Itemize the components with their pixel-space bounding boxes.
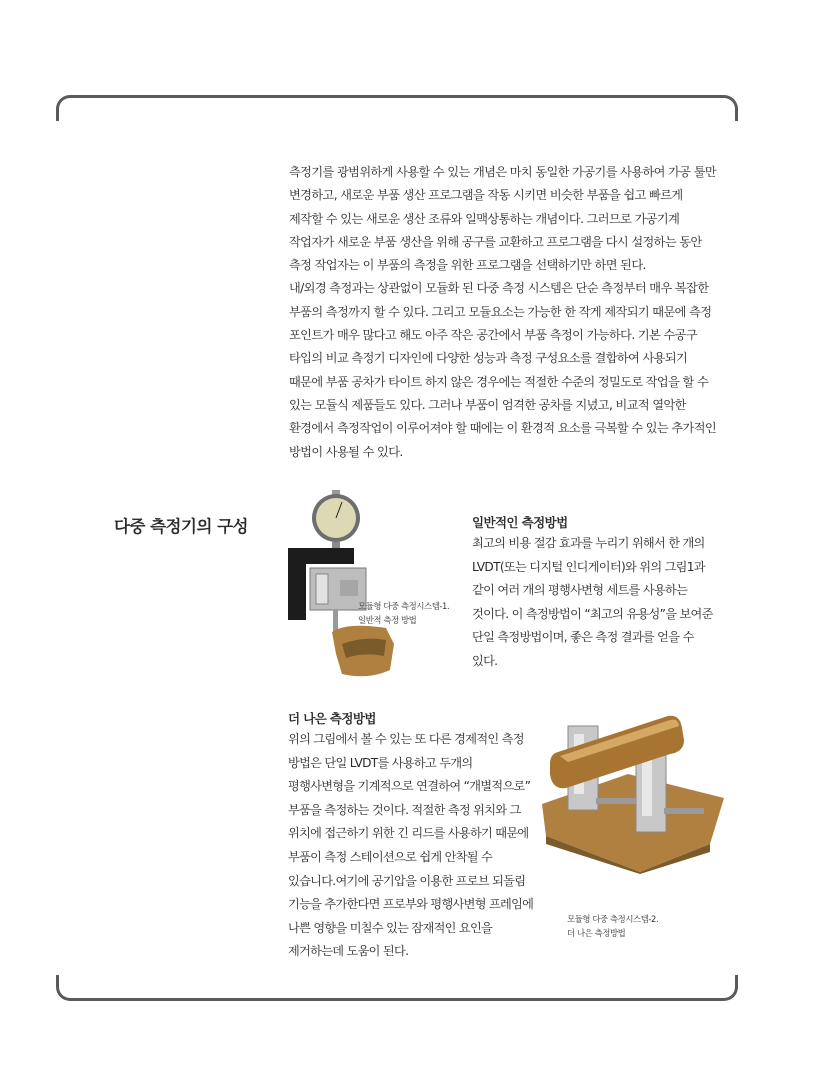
better-method-block (288, 710, 536, 964)
figure-2-caption-line-1: 모듈형 다중 측정시스템-2. (567, 914, 659, 924)
figure-1-image (282, 486, 402, 692)
intro-paragraph-1: 측정기를 광범위하게 사용할 수 있는 개념은 마치 동일한 가공기를 사용하여 가공 툴만 변경하고, 새로운 부품 생산 프로그램을 작동 시키면 비슷한 부품을 쉽고 빠르게 제작할 수 있는 새로운 생산 조류와 일맥상통하는 개념이다. 그러므로 가공기계 작업자가 새로운 부품 생산을 위해 공구를 교환하고 프로그램을 다시 설정하는 동안 측정 작업자는 이 부품의 측정을 위한 프로그램을 선택하기만 하면 된다. (289, 165, 717, 273)
general-method-body: 최고의 비용 절감 효과를 누리기 위해서 한 개의 LVDT(또는 디지털 인디게이터)와 위의 그림1과 같이 여러 개의 평행사변형 세트를 사용하는 것이다. 이 측정방법이 “최고의 유용성”을 보여준 단일 측정방법이며, 좋은 측정 결과를 얻을 수 있다. (472, 536, 713, 668)
general-method-block (472, 514, 720, 674)
section-heading: 다중 측정기의 구성 (114, 517, 249, 536)
general-method-title: 일반적인 측정방법 (472, 515, 568, 530)
figure-2-caption (567, 912, 717, 940)
figure-1-caption-line-1: 모듈형 다중 측정시스템-1. (358, 601, 450, 611)
figure-1-caption-line-2: 일반적 측정 방법 (358, 615, 417, 625)
page-frame-bottom (56, 975, 738, 1001)
intro-paragraph-2: 내/외경 측정과는 상관없이 모듈화 된 다중 측정 시스템은 단순 측정부터 매우 복잡한 부품의 측정까지 할 수 있다. 그리고 모듈요소는 가능한 한 작게 제작되기 때문에 측정 포인트가 매우 많다고 해도 아주 작은 공간에서 부품 측정이 가능하다. 기본 수공구 타입의 비교 측정기 디자인에 다양한 성능과 측정 구성요소를 결합하여 사용되기 때문에 부품 공차가 타이트 하지 않은 경우에는 적절한 수준의 정밀도로 작업을 할 수 있는 모듈식 제품들도 있다. 그러나 부품이 엄격한 공차를 지녔고, 비교적 열악한 환경에서 측정작업이 이루어져야 할 때에는 이 환경적 요소를 극복할 수 있는 추가적인 방법이 사용될 수 있다. (289, 281, 717, 459)
figure-2-caption-line-2: 더 나은 측정방법 (567, 928, 626, 938)
page-frame-top (56, 95, 738, 121)
intro-text (289, 161, 717, 464)
better-method-title: 더 나은 측정방법 (288, 711, 376, 726)
figure-2-image (538, 712, 728, 874)
better-method-body: 위의 그림에서 볼 수 있는 또 다른 경제적인 측정 방법은 단일 LVDT를 사용하고 두개의 평행사변형을 기계적으로 연결하여 “개별적으로” 부품을 측정하는 것이다. 적절한 측정 위치와 그 위치에 접근하기 위한 긴 리드를 사용하기 때문에 부품이 측정 스테이션으로 쉽게 안착될 수 있습니다.여기에 공기압을 이용한 프로브 되돌림 기능을 추가한다면 프로부와 평행사변형 프레임에 나쁜 영향을 미칠수 있는 잠재적인 요인을 제거하는데 도움이 된다. (288, 732, 534, 959)
